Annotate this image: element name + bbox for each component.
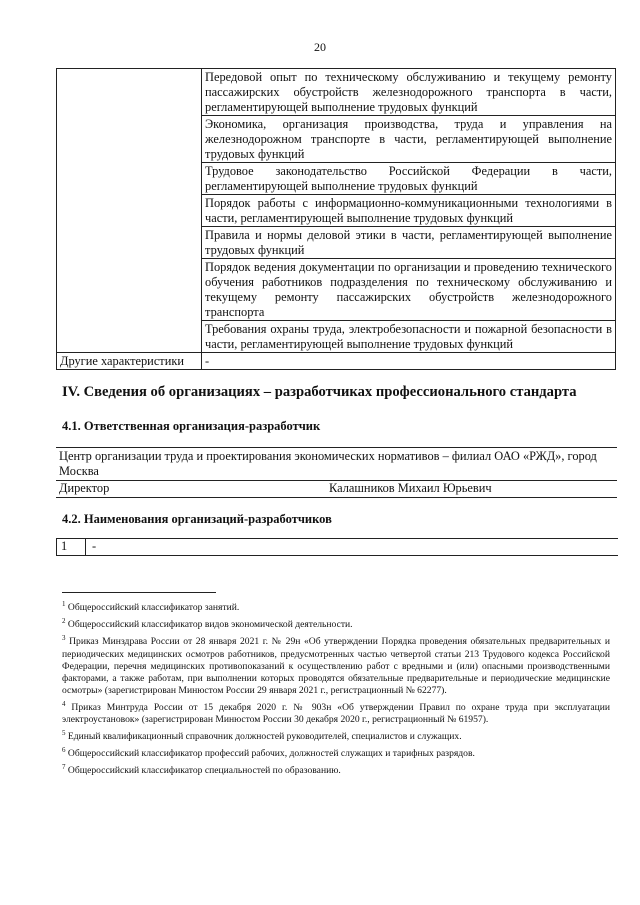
footnote: $^6$ Общероссийский классификатор профессий рабочих, должностей служащих и тарифных разрядов. [62, 745, 475, 760]
knowledge-item: Порядок ведения документации по организации и проведению технического обучения работников подразделения по техническому обслуживанию и текущему ремонту пассажирских обустройств железнодорожного транспорта [202, 259, 616, 321]
footnote: $^2$ Общероссийский классификатор видов экономической деятельности. [62, 617, 353, 631]
org-name: Центр организации труда и проектирования экономических нормативов – филиал ОАО «РЖД», город Москва [56, 447, 617, 481]
developer-number: 1 [57, 539, 86, 555]
org-person: Калашников Михаил Юрьевич [329, 481, 492, 495]
knowledge-item: Передовой опыт по техническому обслуживанию и текущему ремонту пассажирских обустройств железнодорожного транспорта в части, регламентирующей выполнение трудовых функций [202, 69, 616, 116]
org-signatory-row [56, 481, 617, 498]
table-row [57, 353, 616, 370]
table-row [57, 69, 616, 116]
knowledge-item: Экономика, организация производства, труда и управления на железнодорожном транспорте в части, регламентирующей выполнение трудовых функций [202, 116, 616, 163]
knowledge-item: Трудовое законодательство Российской Федерации в части, регламентирующей выполнение трудовых функций [202, 163, 616, 195]
subsection-responsible-org: 4.1. Ответственная организация-разработчик [62, 419, 321, 433]
footnotes [62, 598, 610, 778]
developer-row [56, 538, 618, 556]
requirements-table [56, 68, 616, 370]
section-title: IV. Сведения об организациях – разработчиках профессионального стандарта [62, 384, 577, 400]
footnote-divider [62, 592, 216, 593]
subsection-developer-orgs: 4.2. Наименования организаций-разработчиков [62, 512, 332, 526]
footnote: $^7$ Общероссийский классификатор специальностей по образованию. [62, 763, 341, 777]
footnote: $^4$ Приказ Минтруда России от 15 декабря 2020 г. № 903н «Об утверждении Правил по охране труда при эксплуатации электроустановок» (зарегистрирован Минюстом России 30 декабря 2020 г., регистрационный № 61957). [62, 699, 610, 725]
knowledge-item: Требования охраны труда, электробезопасности и пожарной безопасности в части, регламентирующей выполнение трудовых функций [202, 321, 616, 353]
other-characteristics-label: Другие характеристики [57, 353, 202, 370]
knowledge-item: Правила и нормы деловой этики в части, регламентирующей выполнение трудовых функций [202, 227, 616, 259]
knowledge-item: Порядок работы с информационно-коммуникационными технологиями в части, регламентирующей выполнение трудовых функций [202, 195, 616, 227]
page-number: 20 [314, 40, 326, 54]
footnote: $^5$ Единый квалификационный справочник должностей руководителей, специалистов и служащих. [62, 728, 462, 742]
footnote: $^3$ Приказ Минздрава России от 28 января 2021 г. № 29н «Об утверждении Порядка проведения обязательных предварительных и периодических медицинских осмотров работников, предусмотренных частью четвертой статьи 213 Трудового кодекса Российской Федерации, перечня медицинских противопоказаний к осуществлению работ с вредными и (или) опасными производственными факторами, а также работам, при выполнении которых проводятся обязательные предварительные и периодические медицинские осмотры» (зарегистрирован Минюстом России 29 января 2021 г., регистрационный № 62277). [62, 634, 610, 696]
org-position: Директор [59, 481, 110, 495]
footnote: $^1$ Общероссийский классификатор занятий. [62, 600, 240, 614]
developer-name: - [92, 539, 97, 553]
other-characteristics-value: - [202, 353, 616, 370]
table-left-cell [57, 69, 202, 353]
responsible-org-block [56, 447, 617, 498]
